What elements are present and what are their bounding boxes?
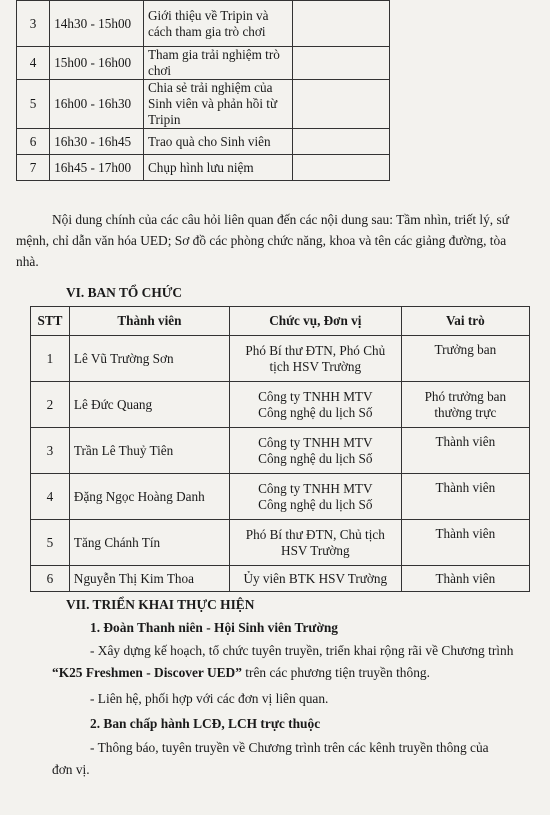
schedule-row [17, 1, 390, 47]
member-name: Trần Lê Thuỷ Tiên [69, 428, 229, 474]
committee-table [30, 306, 530, 592]
schedule-content: Chia sẻ trải nghiệm của Sinh viên và phản hồi từ Tripin [143, 80, 293, 129]
schedule-time: 16h00 - 16h30 [50, 80, 144, 129]
schedule-row [17, 129, 390, 155]
member-position [229, 428, 401, 474]
member-position-line: Công ty TNHH MTV [258, 434, 373, 450]
member-position-line: Công nghệ du lịch Số [258, 496, 373, 512]
schedule-time: 16h30 - 16h45 [50, 129, 144, 155]
member-no: 6 [31, 566, 70, 592]
committee-row [31, 474, 530, 520]
subsection-1-line-3: - Liên hệ, phối hợp với các đơn vị liên quan. [90, 691, 329, 706]
schedule-content: Chụp hình lưu niệm [143, 155, 293, 181]
schedule-time: 16h45 - 17h00 [50, 155, 144, 181]
subsection-1-line-2-rest: trên các phương tiện truyền thông. [241, 665, 430, 680]
schedule-content: Tham gia trải nghiệm trò chơi [143, 47, 293, 80]
schedule-content: Trao quà cho Sinh viên [143, 129, 293, 155]
member-no: 5 [31, 520, 70, 566]
member-role-line: Thành viên [435, 526, 496, 541]
member-role [401, 566, 529, 592]
schedule-no: 3 [17, 1, 50, 47]
member-role [401, 382, 529, 428]
member-position-line: Phó Bí thư ĐTN, Phó Chủ [245, 342, 386, 358]
header-role: Vai trò [401, 307, 529, 336]
member-position [229, 474, 401, 520]
schedule-note [293, 1, 390, 47]
member-position-line: Công ty TNHH MTV [258, 388, 373, 404]
committee-row [31, 428, 530, 474]
member-position-line: Công nghệ du lịch Số [258, 404, 373, 420]
schedule-row [17, 155, 390, 181]
schedule-no: 6 [17, 129, 50, 155]
subsection-1-line-2 [52, 665, 430, 681]
schedule-no: 4 [17, 47, 50, 80]
subsection-2-line-2: đơn vị. [52, 762, 90, 777]
member-role [401, 428, 529, 474]
section-6-title: VI. BAN TỔ CHỨC [66, 285, 183, 300]
header-position: Chức vụ, Đơn vị [229, 307, 401, 336]
member-position [229, 566, 401, 592]
content-paragraph: Nội dung chính của các câu hỏi liên quan đến các nội dung sau: Tầm nhìn, triết lý, sứ mệnh, chỉ dẫn văn hóa UED; Sơ đồ các phòng chức năng, khoa và tên các giảng đường, tòa nhà. [16, 212, 509, 269]
schedule-no: 7 [17, 155, 50, 181]
committee-row [31, 336, 530, 382]
member-name: Tăng Chánh Tín [69, 520, 229, 566]
schedule-no: 5 [17, 80, 50, 129]
member-name: Nguyễn Thị Kim Thoa [69, 566, 229, 592]
member-position [229, 382, 401, 428]
member-role [401, 520, 529, 566]
schedule-table [16, 0, 390, 181]
member-name: Lê Đức Quang [69, 382, 229, 428]
schedule-row [17, 80, 390, 129]
member-role-line: Trưởng ban [434, 342, 497, 357]
member-position [229, 336, 401, 382]
member-position-line: Ủy viên BTK HSV Trường [243, 570, 388, 586]
schedule-note [293, 47, 390, 80]
committee-row [31, 382, 530, 428]
header-stt: STT [31, 307, 70, 336]
subsection-2-title: 2. Ban chấp hành LCĐ, LCH trực thuộc [90, 716, 321, 731]
schedule-time: 14h30 - 15h00 [50, 1, 144, 47]
member-position [229, 520, 401, 566]
member-name: Đặng Ngọc Hoàng Danh [69, 474, 229, 520]
member-role-line: thường trực [434, 404, 497, 420]
member-role-line: Thành viên [435, 434, 496, 449]
schedule-note [293, 80, 390, 129]
committee-row [31, 566, 530, 592]
schedule-note [293, 155, 390, 181]
schedule-note [293, 129, 390, 155]
subsection-1-title: 1. Đoàn Thanh niên - Hội Sinh viên Trường [90, 620, 339, 635]
member-role [401, 336, 529, 382]
member-no: 2 [31, 382, 70, 428]
subsection-2-line-1: - Thông báo, tuyên truyền về Chương trình trên các kênh truyền thông của [90, 740, 489, 755]
member-role-line: Thành viên [435, 570, 496, 586]
member-no: 1 [31, 336, 70, 382]
member-no: 4 [31, 474, 70, 520]
member-position-line: Công nghệ du lịch Số [258, 450, 373, 466]
header-member: Thành viên [69, 307, 229, 336]
member-position-line: Phó Bí thư ĐTN, Chủ tịch [245, 526, 385, 542]
committee-header-row [31, 307, 530, 336]
member-no: 3 [31, 428, 70, 474]
section-7-title: VII. TRIỂN KHAI THỰC HIỆN [66, 597, 255, 612]
member-position-line: Công ty TNHH MTV [258, 480, 373, 496]
program-name: “K25 Freshmen - Discover UED” [52, 665, 242, 680]
member-role [401, 474, 529, 520]
member-role-line: Phó trưởng ban [424, 388, 507, 404]
member-name: Lê Vũ Trường Sơn [69, 336, 229, 382]
schedule-time: 15h00 - 16h00 [50, 47, 144, 80]
committee-row [31, 520, 530, 566]
member-position-line: tịch HSV Trường [269, 358, 362, 374]
schedule-content: Giới thiệu về Tripin và cách tham gia trò chơi [143, 1, 293, 47]
schedule-row [17, 47, 390, 80]
subsection-1-line-1: - Xây dựng kế hoạch, tổ chức tuyên truyền, triển khai rộng rãi về Chương trình [90, 643, 514, 658]
member-position-line: HSV Trường [281, 542, 350, 558]
member-role-line: Thành viên [435, 480, 496, 495]
